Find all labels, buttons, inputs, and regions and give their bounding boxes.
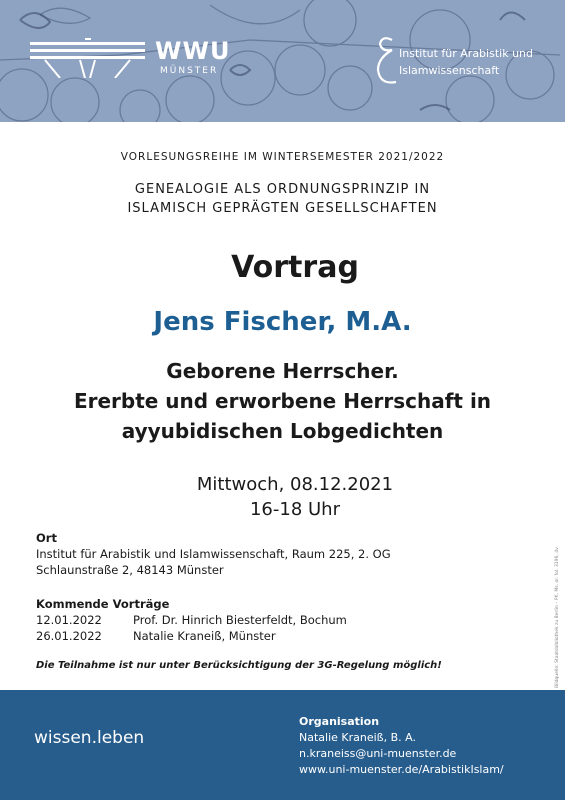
upcoming-label: Kommende Vorträge [36, 597, 170, 611]
event-time: 16-18 Uhr [249, 499, 340, 520]
organizer-website[interactable]: www.uni-muenster.de/ArabistikIslam/ [299, 763, 504, 776]
talk-speaker: Prof. Dr. Hinrich Biesterfeldt, Bochum [133, 613, 347, 627]
location-block [36, 530, 391, 578]
location-label: Ort [36, 531, 57, 545]
talk-title: Geborene Herrscher. Ererbte und erworbene Herrschaft in ayyubidischen Lobgedichten [73, 359, 492, 443]
institute-logo-icon [372, 30, 402, 90]
institute-name: Institut für Arabistik und Islamwissenschaft [399, 47, 533, 77]
location-line: Schlaunstraße 2, 48143 Münster [36, 563, 224, 577]
wwu-logo-mark-icon [30, 38, 145, 78]
event-datetime [0, 472, 565, 522]
talk-speaker: Natalie Kraneiß, Münster [133, 629, 276, 643]
list-item [36, 612, 347, 628]
wwu-logo-text: WWU [155, 37, 231, 65]
footer [0, 690, 565, 800]
lecture-series: VORLESUNGSREIHE IM WINTERSEMESTER 2021/2022 [120, 151, 445, 163]
organizer-info [299, 714, 504, 778]
3g-notice: Die Teilnahme ist nur unter Berücksichtigung der 3G-Regelung möglich! [36, 660, 442, 671]
header-banner [0, 0, 565, 122]
organizer-email[interactable]: n.kraneiss@uni-muenster.de [299, 747, 457, 760]
talk-date: 12.01.2022 [36, 613, 102, 627]
page-heading: Vortrag [231, 250, 359, 285]
speaker-name: Jens Fischer, M.A. [153, 307, 412, 337]
series-topic: GENEALOGIE ALS ORDNUNGSPRINZIP IN ISLAMISCH GEPRÄGTEN GESELLSCHAFTEN [127, 182, 438, 216]
image-credit [552, 530, 560, 690]
organizer-name: Natalie Kraneiß, B. A. [299, 731, 416, 744]
talk-date: 26.01.2022 [36, 629, 102, 643]
upcoming-talks [36, 596, 347, 644]
footer-slogan: wissen.leben [34, 728, 145, 748]
organizer-label: Organisation [299, 715, 380, 728]
wwu-logo-subtext: MÜNSTER [160, 66, 219, 76]
list-item [36, 628, 347, 644]
event-date: Mittwoch, 08.12.2021 [196, 474, 394, 495]
svg-text:Bildquelle: Staatsbibliothek z: Bildquelle: Staatsbibliothek zu Berlin – PK, Ms. or. fol. 3196, 4v [555, 547, 560, 688]
location-line: Institut für Arabistik und Islamwissenschaft, Raum 225, 2. OG [36, 547, 391, 561]
